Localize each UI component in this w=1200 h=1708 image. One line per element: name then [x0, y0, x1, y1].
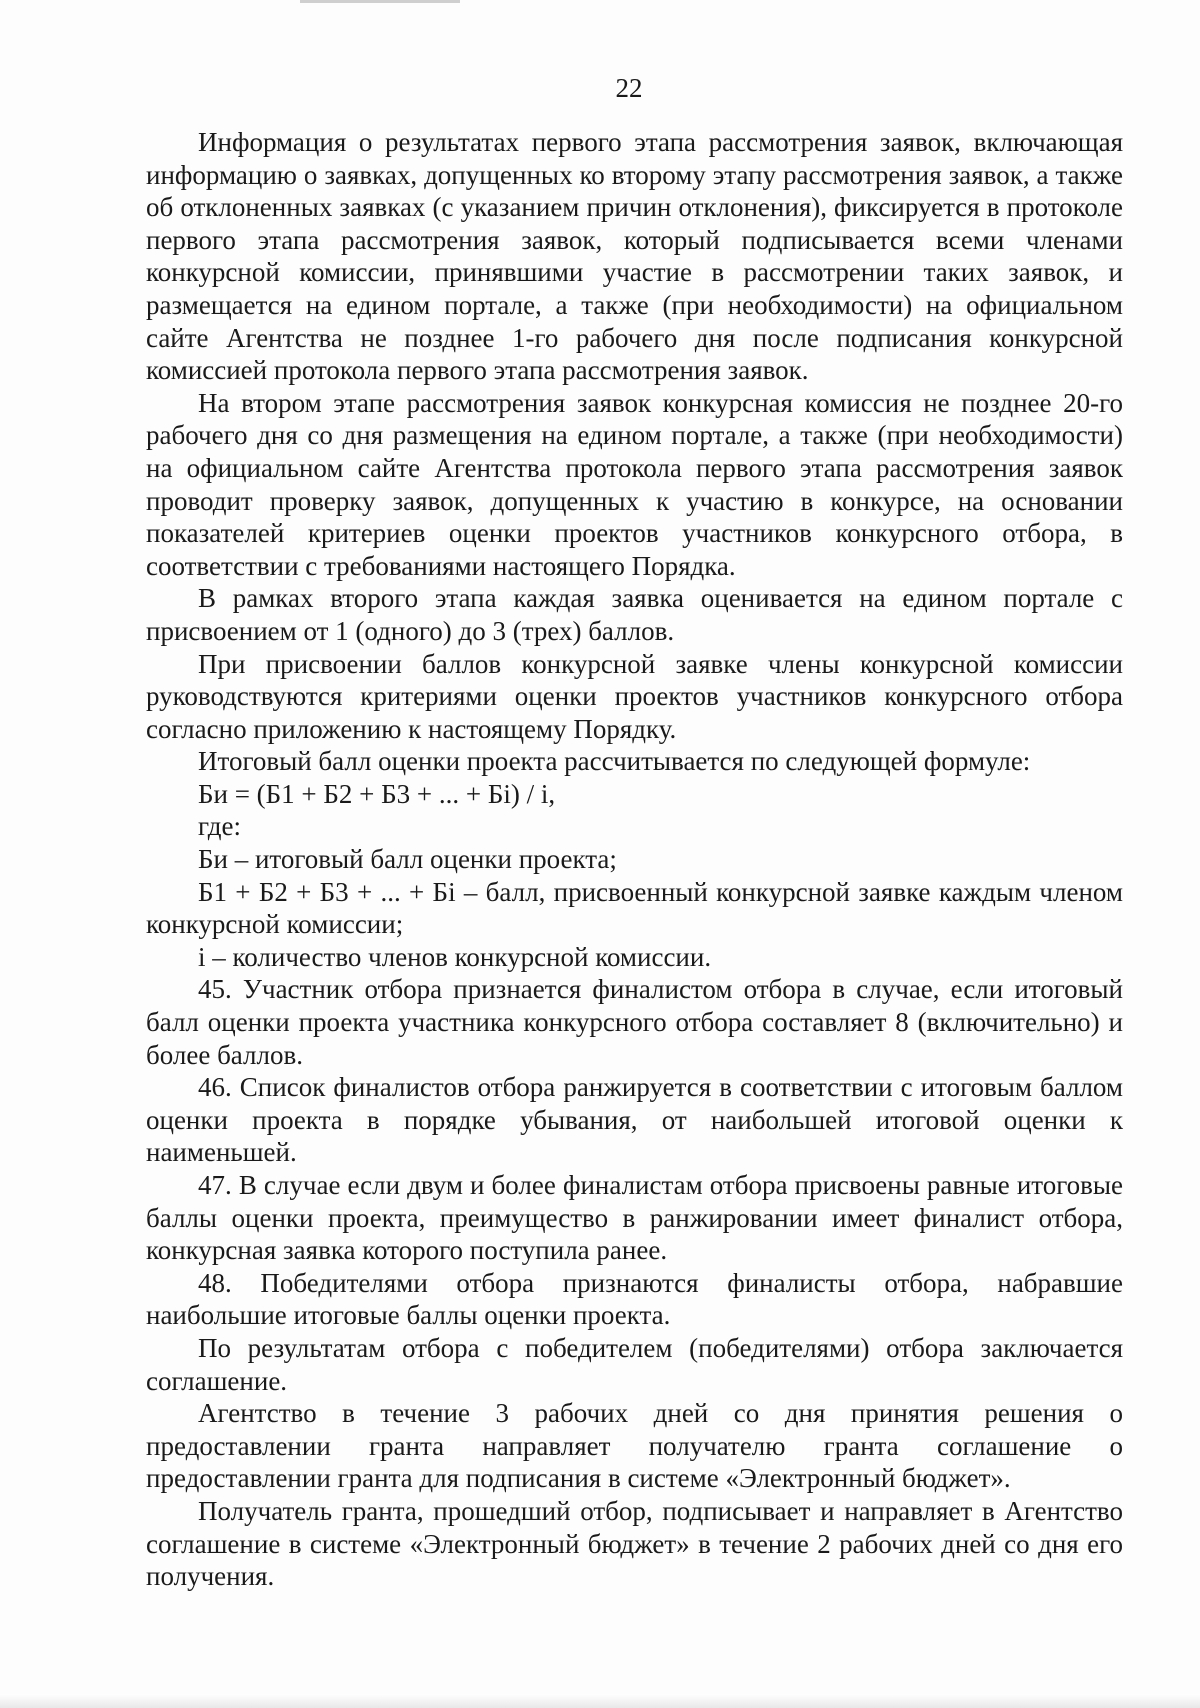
- scan-artifact: [300, 0, 460, 3]
- formula-where-label: где:: [198, 811, 241, 842]
- paragraph-agency-agreement: Агентство в течение 3 рабочих дней со дня принятия решения о предоставлении гранта направляет получателю гранта соглашение о предоставлении гранта для подписания в системе «Электронный бюджет».: [146, 1398, 1123, 1494]
- document-body: [146, 126, 1123, 1593]
- scan-bottom-edge: [0, 1694, 1200, 1708]
- formula-definition-sum: Б1 + Б2 + Б3 + ... + Бi – балл, присвоенный конкурсной заявке каждым членом конкурсной комиссии;: [146, 876, 1123, 940]
- clause-45: 45. Участник отбора признается финалистом отбора в случае, если итоговый балл оценки проекта участника конкурсного отбора составляет 8 (включительно) и более баллов.: [146, 974, 1123, 1070]
- paragraph-scoring-criteria: При присвоении баллов конкурсной заявке члены конкурсной комиссии руководствуются критериями оценки проектов участников конкурсного отбора согласно приложению к настоящему Порядку.: [146, 648, 1123, 744]
- clause-47: 47. В случае если двум и более финалистам отбора присвоены равные итоговые баллы оценки проекта, преимущество в ранжировании имеет финалист отбора, конкурсная заявка которого поступила ранее.: [146, 1170, 1123, 1266]
- paragraph-recipient-signing: Получатель гранта, прошедший отбор, подписывает и направляет в Агентство соглашение в системе «Электронный бюджет» в течение 2 рабочих дней со дня его получения.: [146, 1495, 1123, 1592]
- paragraph-agreement: По результатам отбора с победителем (победителями) отбора заключается соглашение.: [146, 1332, 1123, 1396]
- formula-definition-bi: Би – итоговый балл оценки проекта;: [198, 844, 617, 875]
- clause-48: 48. Победителями отбора признаются финалисты отбора, набравшие наибольшие итоговые баллы оценки проекта.: [146, 1267, 1123, 1331]
- paragraph-scoring-range: В рамках второго этапа каждая заявка оценивается на едином портале с присвоением от 1 (одного) до 3 (трех) баллов.: [146, 583, 1123, 646]
- formula-expression: Би = (Б1 + Б2 + Б3 + ... + Бi) / i,: [198, 778, 556, 809]
- paragraph-formula-intro: Итоговый балл оценки проекта рассчитывается по следующей формуле:: [198, 746, 1031, 777]
- page-number: 22: [615, 73, 643, 103]
- paragraph-second-stage: На втором этапе рассмотрения заявок конкурсная комиссия не позднее 20-го рабочего дня со дня размещения на едином портале, а также (при необходимости) на официальном сайте Агентства протокола первого этапа рассмотрения заявок проводит проверку заявок, допущенных к участию в конкурсе, на основании показателей критериев оценки проектов участников конкурсного отбора, в соответствии с требованиями настоящего Порядка.: [146, 387, 1123, 581]
- clause-46: 46. Список финалистов отбора ранжируется в соответствии с итоговым баллом оценки проекта в порядке убывания, от наибольшей итоговой оценки к наименьшей.: [146, 1072, 1123, 1168]
- paragraph-first-stage-protocol: Информация о результатах первого этапа рассмотрения заявок, включающая информацию о заявках, допущенных ко второму этапу рассмотрения заявок, а также об отклоненных заявках (с указанием причин отклонения), фиксируется в протоколе первого этапа рассмотрения заявок, который подписывается всеми членами конкурсной комиссии, принявшими участие в рассмотрении таких заявок, и размещается на едином портале, а также (при необходимости) на официальном сайте Агентства не позднее 1-го рабочего дня после подписания конкурсной комиссией протокола первого этапа рассмотрения заявок.: [146, 127, 1123, 386]
- formula-definition-i: i – количество членов конкурсной комиссии.: [198, 941, 712, 972]
